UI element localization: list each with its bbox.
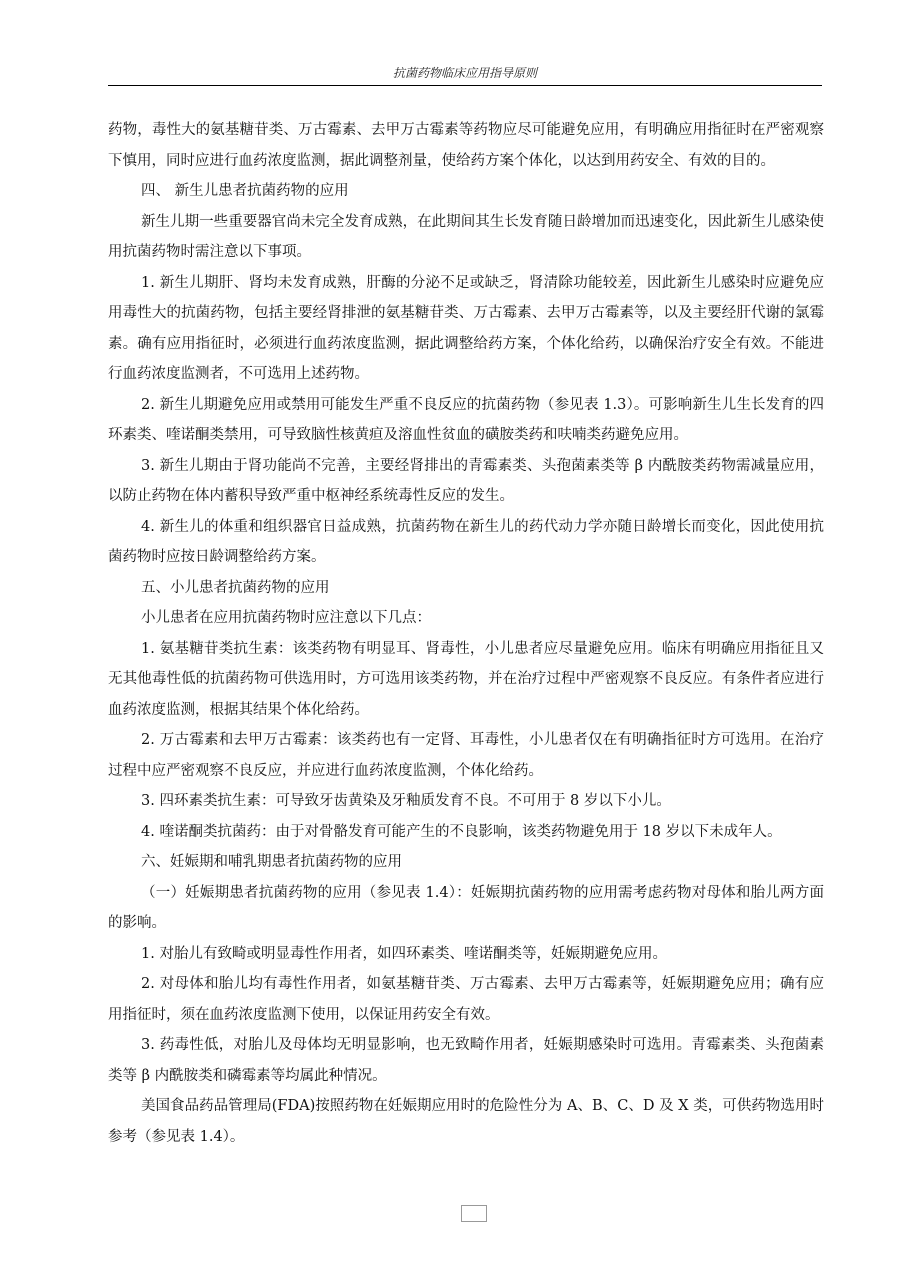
header-divider bbox=[108, 85, 822, 86]
paragraph: 美国食品药品管理局(FDA)按照药物在妊娠期应用时的危险性分为 A、B、C、D 及 X 类，可供药物选用时参考（参见表 1.4）。 bbox=[108, 1098, 824, 1145]
list-item: 1. 新生儿期肝、肾均未发育成熟，肝酶的分泌不足或缺乏，肾清除功能较差，因此新生儿感染时应避免应用毒性大的抗菌药物，包括主要经肾排泄的氨基糖苷类、万古霉素、去甲万古霉素等，以及主要经肝代谢的氯霉素。确有应用指征时，必须进行血药浓度监测，据此调整给药方案，个体化给药，以确保治疗安全有效。不能进行血药浓度监测者，不可选用上述药物。 bbox=[108, 274, 824, 382]
paragraph: 药物，毒性大的氨基糖苷类、万古霉素、去甲万古霉素等药物应尽可能避免应用，有明确应用指征时在严密观察下慎用，同时应进行血药浓度监测，据此调整剂量，使给药方案个体化，以达到用药安全、有效的目的。 bbox=[108, 122, 824, 169]
page-header-title: 抗菌药物临床应用指导原则 bbox=[392, 66, 537, 80]
paragraph: 小儿患者在应用抗菌药物时应注意以下几点： bbox=[141, 610, 431, 626]
list-item: 1. 对胎儿有致畸或明显毒性作用者，如四环素类、喹诺酮类等，妊娠期避免应用。 bbox=[141, 945, 667, 962]
paragraph: 新生儿期一些重要器官尚未完全发育成熟，在此期间其生长发育随日龄增加而迅速变化，因此新生儿感染使用抗菌药物时需注意以下事项。 bbox=[108, 213, 824, 260]
list-item: 2. 万古霉素和去甲万古霉素：该类药也有一定肾、耳毒性，小儿患者仅在有明确指征时方可选用。在治疗过程中应严密观察不良反应，并应进行血药浓度监测，个体化给药。 bbox=[108, 732, 824, 779]
list-item: 4. 新生儿的体重和组织器官日益成熟，抗菌药物在新生儿的药代动力学亦随日龄增长而变化，因此使用抗菌药物时应按日龄调整给药方案。 bbox=[108, 518, 824, 565]
page-number-box bbox=[461, 1205, 487, 1222]
subsection-heading-pregnancy: （一）妊娠期患者抗菌药物的应用（参见表 1.4）：妊娠期抗菌药物的应用需考虑药物对母体和胎儿两方面的影响。 bbox=[108, 884, 824, 931]
list-item: 3. 四环素类抗生素：可导致牙齿黄染及牙釉质发育不良。不可用于 8 岁以下小儿。 bbox=[141, 793, 671, 809]
section-heading-neonatal: 四、 新生儿患者抗菌药物的应用 bbox=[141, 183, 349, 199]
list-item: 2. 新生儿期避免应用或禁用可能发生严重不良反应的抗菌药物（参见表 1.3）。可影响新生儿生长发育的四环素类、喹诺酮类禁用，可导致脑性核黄疸及溶血性贫血的磺胺类药和呋喃类药避免应用。 bbox=[108, 396, 824, 443]
section-heading-children: 五、小儿患者抗菌药物的应用 bbox=[141, 579, 330, 596]
list-item: 3. 药毒性低，对胎儿及母体均无明显影响，也无致畸作用者，妊娠期感染时可选用。青霉素类、头孢菌素类等 β 内酰胺类和磷霉素等均属此种情况。 bbox=[108, 1037, 824, 1084]
list-item: 4. 喹诺酮类抗菌药：由于对骨骼发育可能产生的不良影响，该类药物避免用于 18 岁以下未成年人。 bbox=[141, 823, 782, 840]
list-item: 1. 氨基糖苷类抗生素：该类药物有明显耳、肾毒性，小儿患者应尽量避免应用。临床有明确应用指征且又无其他毒性低的抗菌药物可供选用时，方可选用该类药物，并在治疗过程中严密观察不良反应。有条件者应进行血药浓度监测，根据其结果个体化给药。 bbox=[108, 640, 824, 718]
section-heading-pregnancy: 六、妊娠期和哺乳期患者抗菌药物的应用 bbox=[141, 854, 402, 870]
document-body bbox=[108, 115, 824, 1152]
list-item: 2. 对母体和胎儿均有毒性作用者，如氨基糖苷类、万古霉素、去甲万古霉素等，妊娠期避免应用；确有应用指征时，须在血药浓度监测下使用，以保证用药安全有效。 bbox=[108, 976, 824, 1023]
list-item: 3. 新生儿期由于肾功能尚不完善，主要经肾排出的青霉素类、头孢菌素类等 β 内酰胺类药物需减量应用，以防止药物在体内蓄积导致严重中枢神经系统毒性反应的发生。 bbox=[108, 457, 824, 504]
